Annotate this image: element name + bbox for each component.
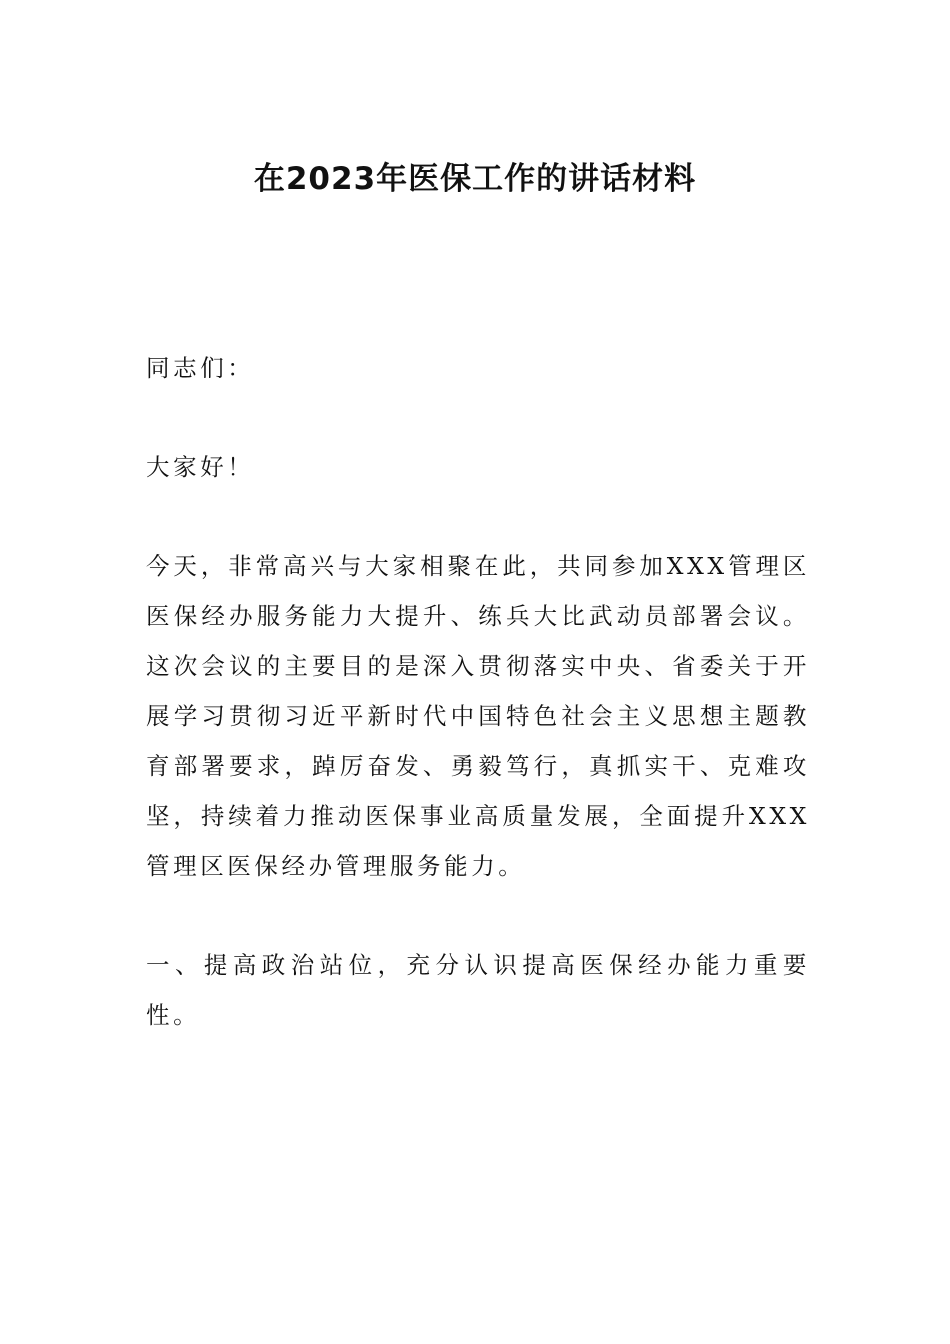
body-paragraph: 今天，非常高兴与大家相聚在此，共同参加XXX管理区医保经办服务能力大提升、练兵大比武动员部署会议。这次会议的主要目的是深入贯彻落实中央、省委关于开展学习贯彻习近平新时代中国特色社会主义思想主题教育部署要求，踔厉奋发、勇毅笃行，真抓实干、克难攻坚，持续着力推动医保事业高质量发展，全面提升XXX管理区医保经办管理服务能力。 xyxy=(146,552,810,880)
section-heading: 一、提高政治站位，充分认识提高医保经办能力重要性。 xyxy=(146,951,810,1029)
greeting-line: 同志们： xyxy=(146,354,255,382)
salutation-line: 大家好！ xyxy=(146,453,255,481)
document-title: 在2023年医保工作的讲话材料 xyxy=(253,161,697,197)
